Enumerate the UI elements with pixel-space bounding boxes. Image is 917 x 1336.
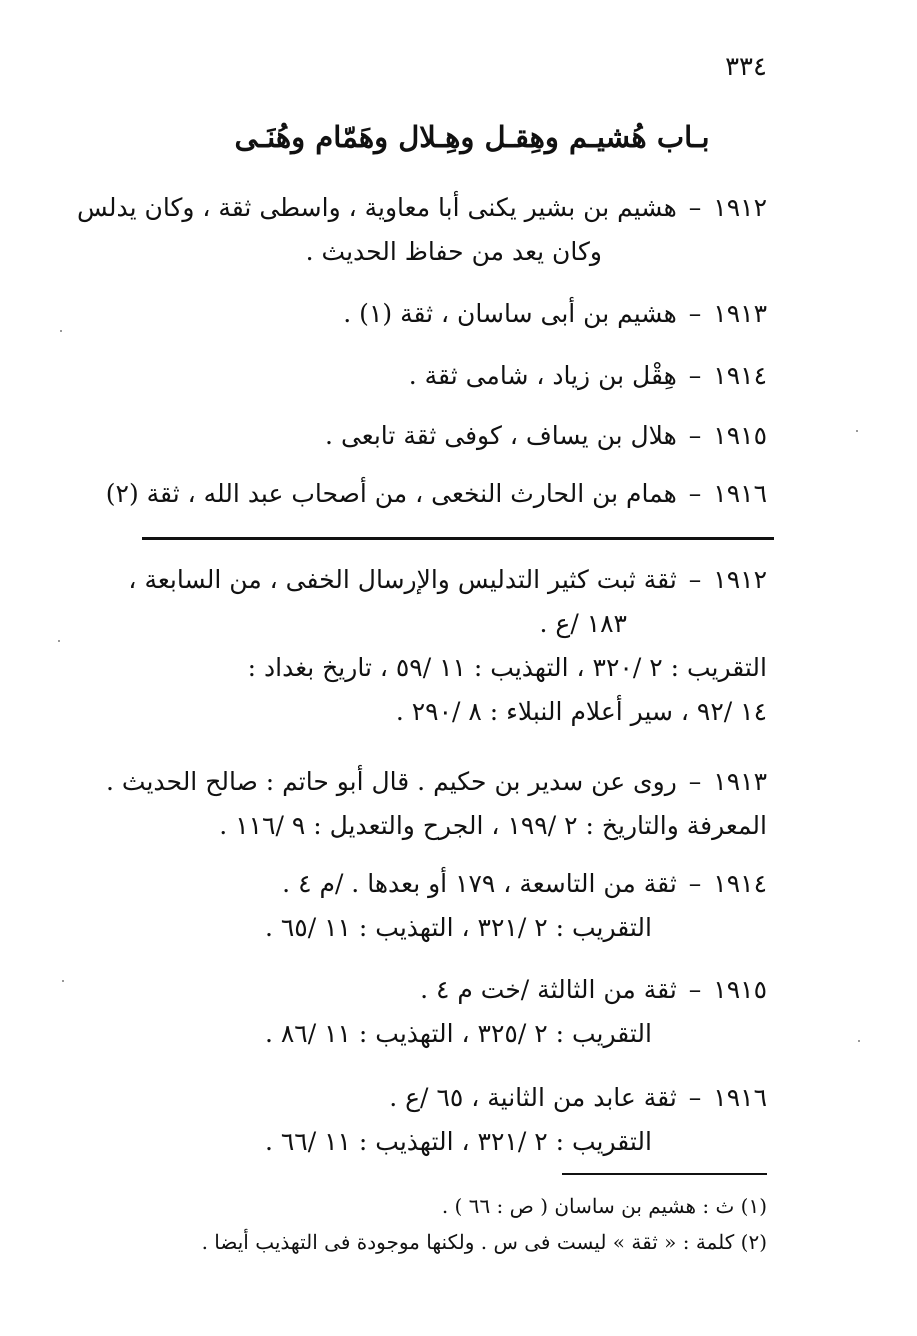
- page-number: ٣٣٤: [725, 52, 767, 82]
- note-entry: ١٩١٢–ثقة ثبت كثير التدليس والإرسال الخفى ، من السابعة ، ١٨٣ /ع . التقريب : ٢ /٣٢٠ ، التهذيب : ١١ /٥٩ ، تاريخ بغداد : ١٤ /٩٢ ، سير أعلام النبلاء : ٨ /٢٩٠ .: [67, 558, 767, 734]
- scan-speck: [60, 330, 62, 332]
- note-entry: ١٩١٥–ثقة من الثالثة /خت م ٤ . التقريب : ٢ /٣٢٥ ، التهذيب : ١١ /٨٦ .: [67, 968, 767, 1056]
- note-text: المعرفة والتاريخ : ٢ /١٩٩ ، الجرح والتعديل : ٩ /١١٦ .: [219, 811, 767, 840]
- entry-text: هِقْل بن زياد ، شامى ثقة .: [408, 361, 677, 390]
- note-number: ١٩١٣: [713, 767, 767, 796]
- note-text: ثقة من التاسعة ، ١٧٩ أو بعدها . /م ٤ .: [282, 869, 677, 898]
- scan-speck: [62, 980, 64, 982]
- note-text: ثقة ثبت كثير التدليس والإرسال الخفى ، من السابعة ،: [128, 565, 677, 594]
- note-text: ١٤ /٩٢ ، سير أعلام النبلاء : ٨ /٢٩٠ .: [395, 697, 767, 726]
- entry-number: ١٩١٥: [713, 421, 767, 450]
- note-text: التقريب : ٢ /٣٢٥ ، التهذيب : ١١ /٨٦ .: [264, 1019, 652, 1048]
- note-text: التقريب : ٢ /٣٢١ ، التهذيب : ١١ /٦٦ .: [264, 1127, 652, 1156]
- scan-speck: [58, 640, 60, 642]
- main-entry: ١٩١٤–هِقْل بن زياد ، شامى ثقة .: [67, 354, 767, 398]
- entry-text: هلال بن يساف ، كوفى ثقة تابعى .: [325, 421, 677, 450]
- entry-number: ١٩١٦: [713, 479, 767, 508]
- note-text: ثقة من الثالثة /خت م ٤ .: [420, 975, 677, 1004]
- note-entry: ١٩١٤–ثقة من التاسعة ، ١٧٩ أو بعدها . /م ٤ . التقريب : ٢ /٣٢١ ، التهذيب : ١١ /٦٥ .: [67, 862, 767, 950]
- note-text: التقريب : ٢ /٣٢٠ ، التهذيب : ١١ /٥٩ ، تاريخ بغداد :: [247, 653, 767, 682]
- note-text: التقريب : ٢ /٣٢١ ، التهذيب : ١١ /٦٥ .: [264, 913, 652, 942]
- chapter-heading: بـاب هُشيـم وهِقـل وهِـلال وهَمّام وهُنَـى: [234, 120, 710, 154]
- section-divider: [142, 537, 774, 540]
- footnote-divider: [562, 1173, 767, 1175]
- note-text: روى عن سدير بن حكيم . قال أبو حاتم : صالح الحديث .: [106, 767, 677, 796]
- note-text: ثقة عابد من الثانية ، ٦٥ /ع .: [389, 1083, 677, 1112]
- entry-text: هشيم بن بشير يكنى أبا معاوية ، واسطى ثقة ، وكان يدلس: [76, 193, 677, 222]
- scan-speck: [858, 1040, 860, 1042]
- scan-speck: [856, 430, 858, 432]
- main-entry: ١٩١٣–هشيم بن أبى ساسان ، ثقة (١) .: [67, 292, 767, 336]
- main-entry: ١٩١٥–هلال بن يساف ، كوفى ثقة تابعى .: [67, 414, 767, 458]
- entry-number: ١٩١٣: [713, 299, 767, 328]
- entry-text: وكان يعد من حفاظ الحديث .: [305, 237, 602, 266]
- note-number: ١٩١٢: [713, 565, 767, 594]
- note-text: ١٨٣ /ع .: [539, 609, 627, 638]
- note-number: ١٩١٥: [713, 975, 767, 1004]
- note-number: ١٩١٦: [713, 1083, 767, 1112]
- main-entry: ١٩١٢–هشيم بن بشير يكنى أبا معاوية ، واسطى ثقة ، وكان يدلس وكان يعد من حفاظ الحديث .: [67, 186, 767, 274]
- note-entry: ١٩١٦–ثقة عابد من الثانية ، ٦٥ /ع . التقريب : ٢ /٣٢١ ، التهذيب : ١١ /٦٦ .: [67, 1076, 767, 1164]
- main-entry: ١٩١٦–همام بن الحارث النخعى ، من أصحاب عبد الله ، ثقة (٢): [67, 472, 767, 516]
- entry-text: همام بن الحارث النخعى ، من أصحاب عبد الله ، ثقة (٢): [105, 479, 677, 508]
- footnote: (٢) كلمة : « ثقة » ليست فى س . ولكنها موجودة فى التهذيب أيضا .: [201, 1230, 767, 1254]
- note-number: ١٩١٤: [713, 869, 767, 898]
- entry-number: ١٩١٢: [713, 193, 767, 222]
- footnote: (١) ث : هشيم بن ساسان ( ص : ٦٦ ) .: [441, 1194, 767, 1218]
- entry-text: هشيم بن أبى ساسان ، ثقة (١) .: [343, 299, 677, 328]
- note-entry: ١٩١٣–روى عن سدير بن حكيم . قال أبو حاتم : صالح الحديث . المعرفة والتاريخ : ٢ /١٩٩ ، الجرح والتعديل : ٩ /١١٦ .: [67, 760, 767, 848]
- entry-number: ١٩١٤: [713, 361, 767, 390]
